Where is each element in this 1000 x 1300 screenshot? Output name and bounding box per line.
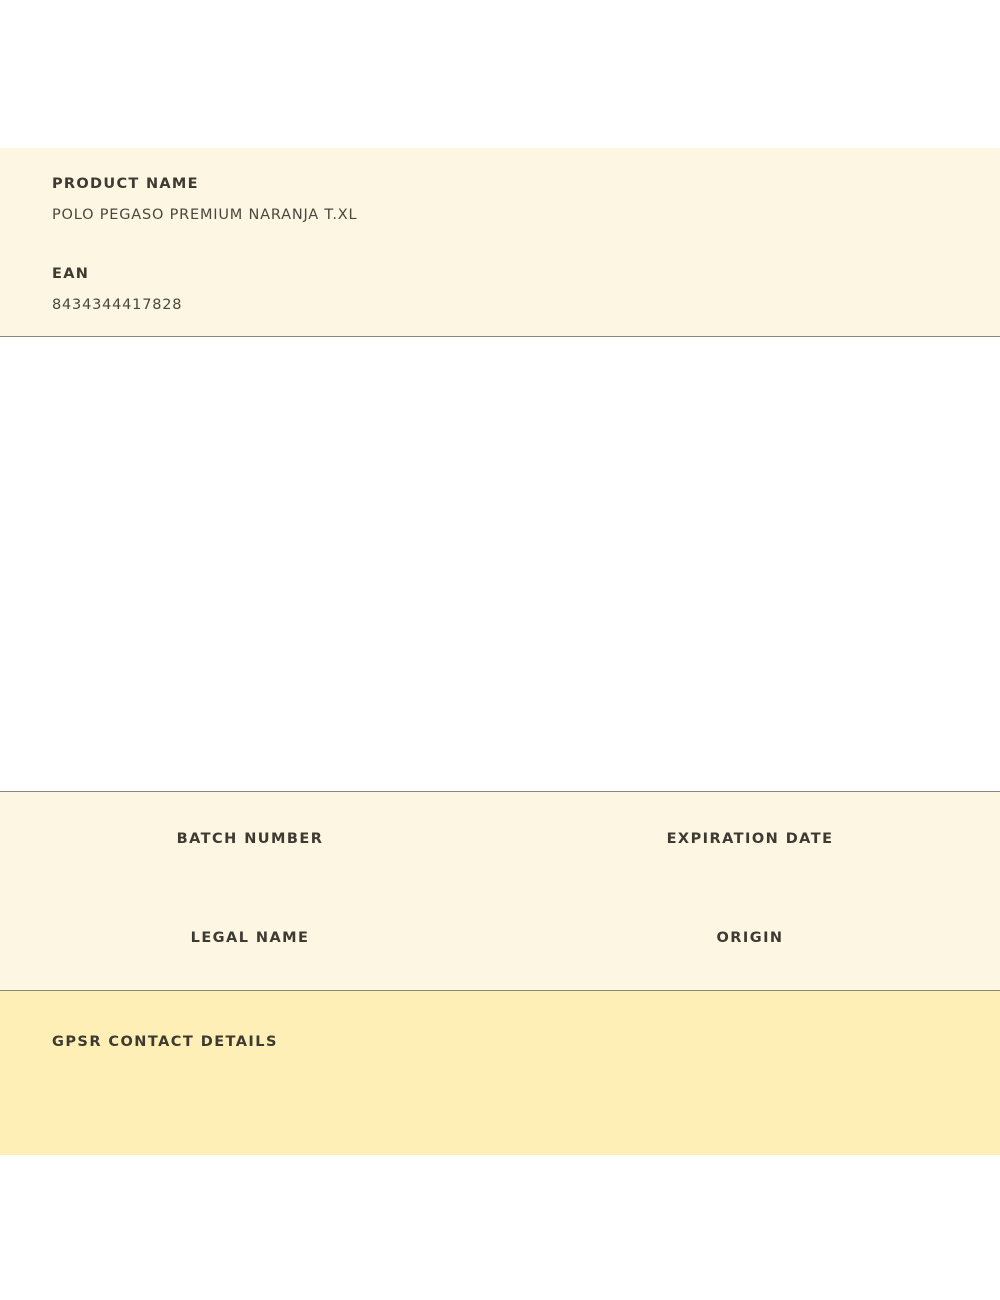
expiration-date-label: EXPIRATION DATE	[666, 830, 834, 847]
product-info-block	[0, 148, 1000, 337]
origin-cell	[716, 930, 783, 952]
footer-blank-area	[0, 1155, 1000, 1300]
expiration-date-cell	[667, 831, 834, 853]
ean-label: EAN	[52, 266, 90, 282]
ean-value: 8434344417828	[52, 297, 183, 313]
product-name-value: POLO PEGASO PREMIUM NARANJA T.XL	[52, 207, 358, 223]
gpsr-contact-label: GPSR CONTACT DETAILS	[52, 1034, 278, 1050]
product-details-grid	[0, 792, 1000, 990]
product-name-label: PRODUCT NAME	[52, 176, 199, 192]
blank-content-area	[0, 337, 1000, 791]
gpsr-contact-block	[0, 991, 1000, 1155]
legal-name-cell	[191, 930, 310, 952]
product-details-block	[0, 791, 1000, 991]
batch-number-cell	[177, 831, 324, 853]
batch-number-label: BATCH NUMBER	[176, 830, 324, 847]
origin-label: ORIGIN	[716, 929, 784, 946]
legal-name-label: LEGAL NAME	[190, 929, 310, 946]
